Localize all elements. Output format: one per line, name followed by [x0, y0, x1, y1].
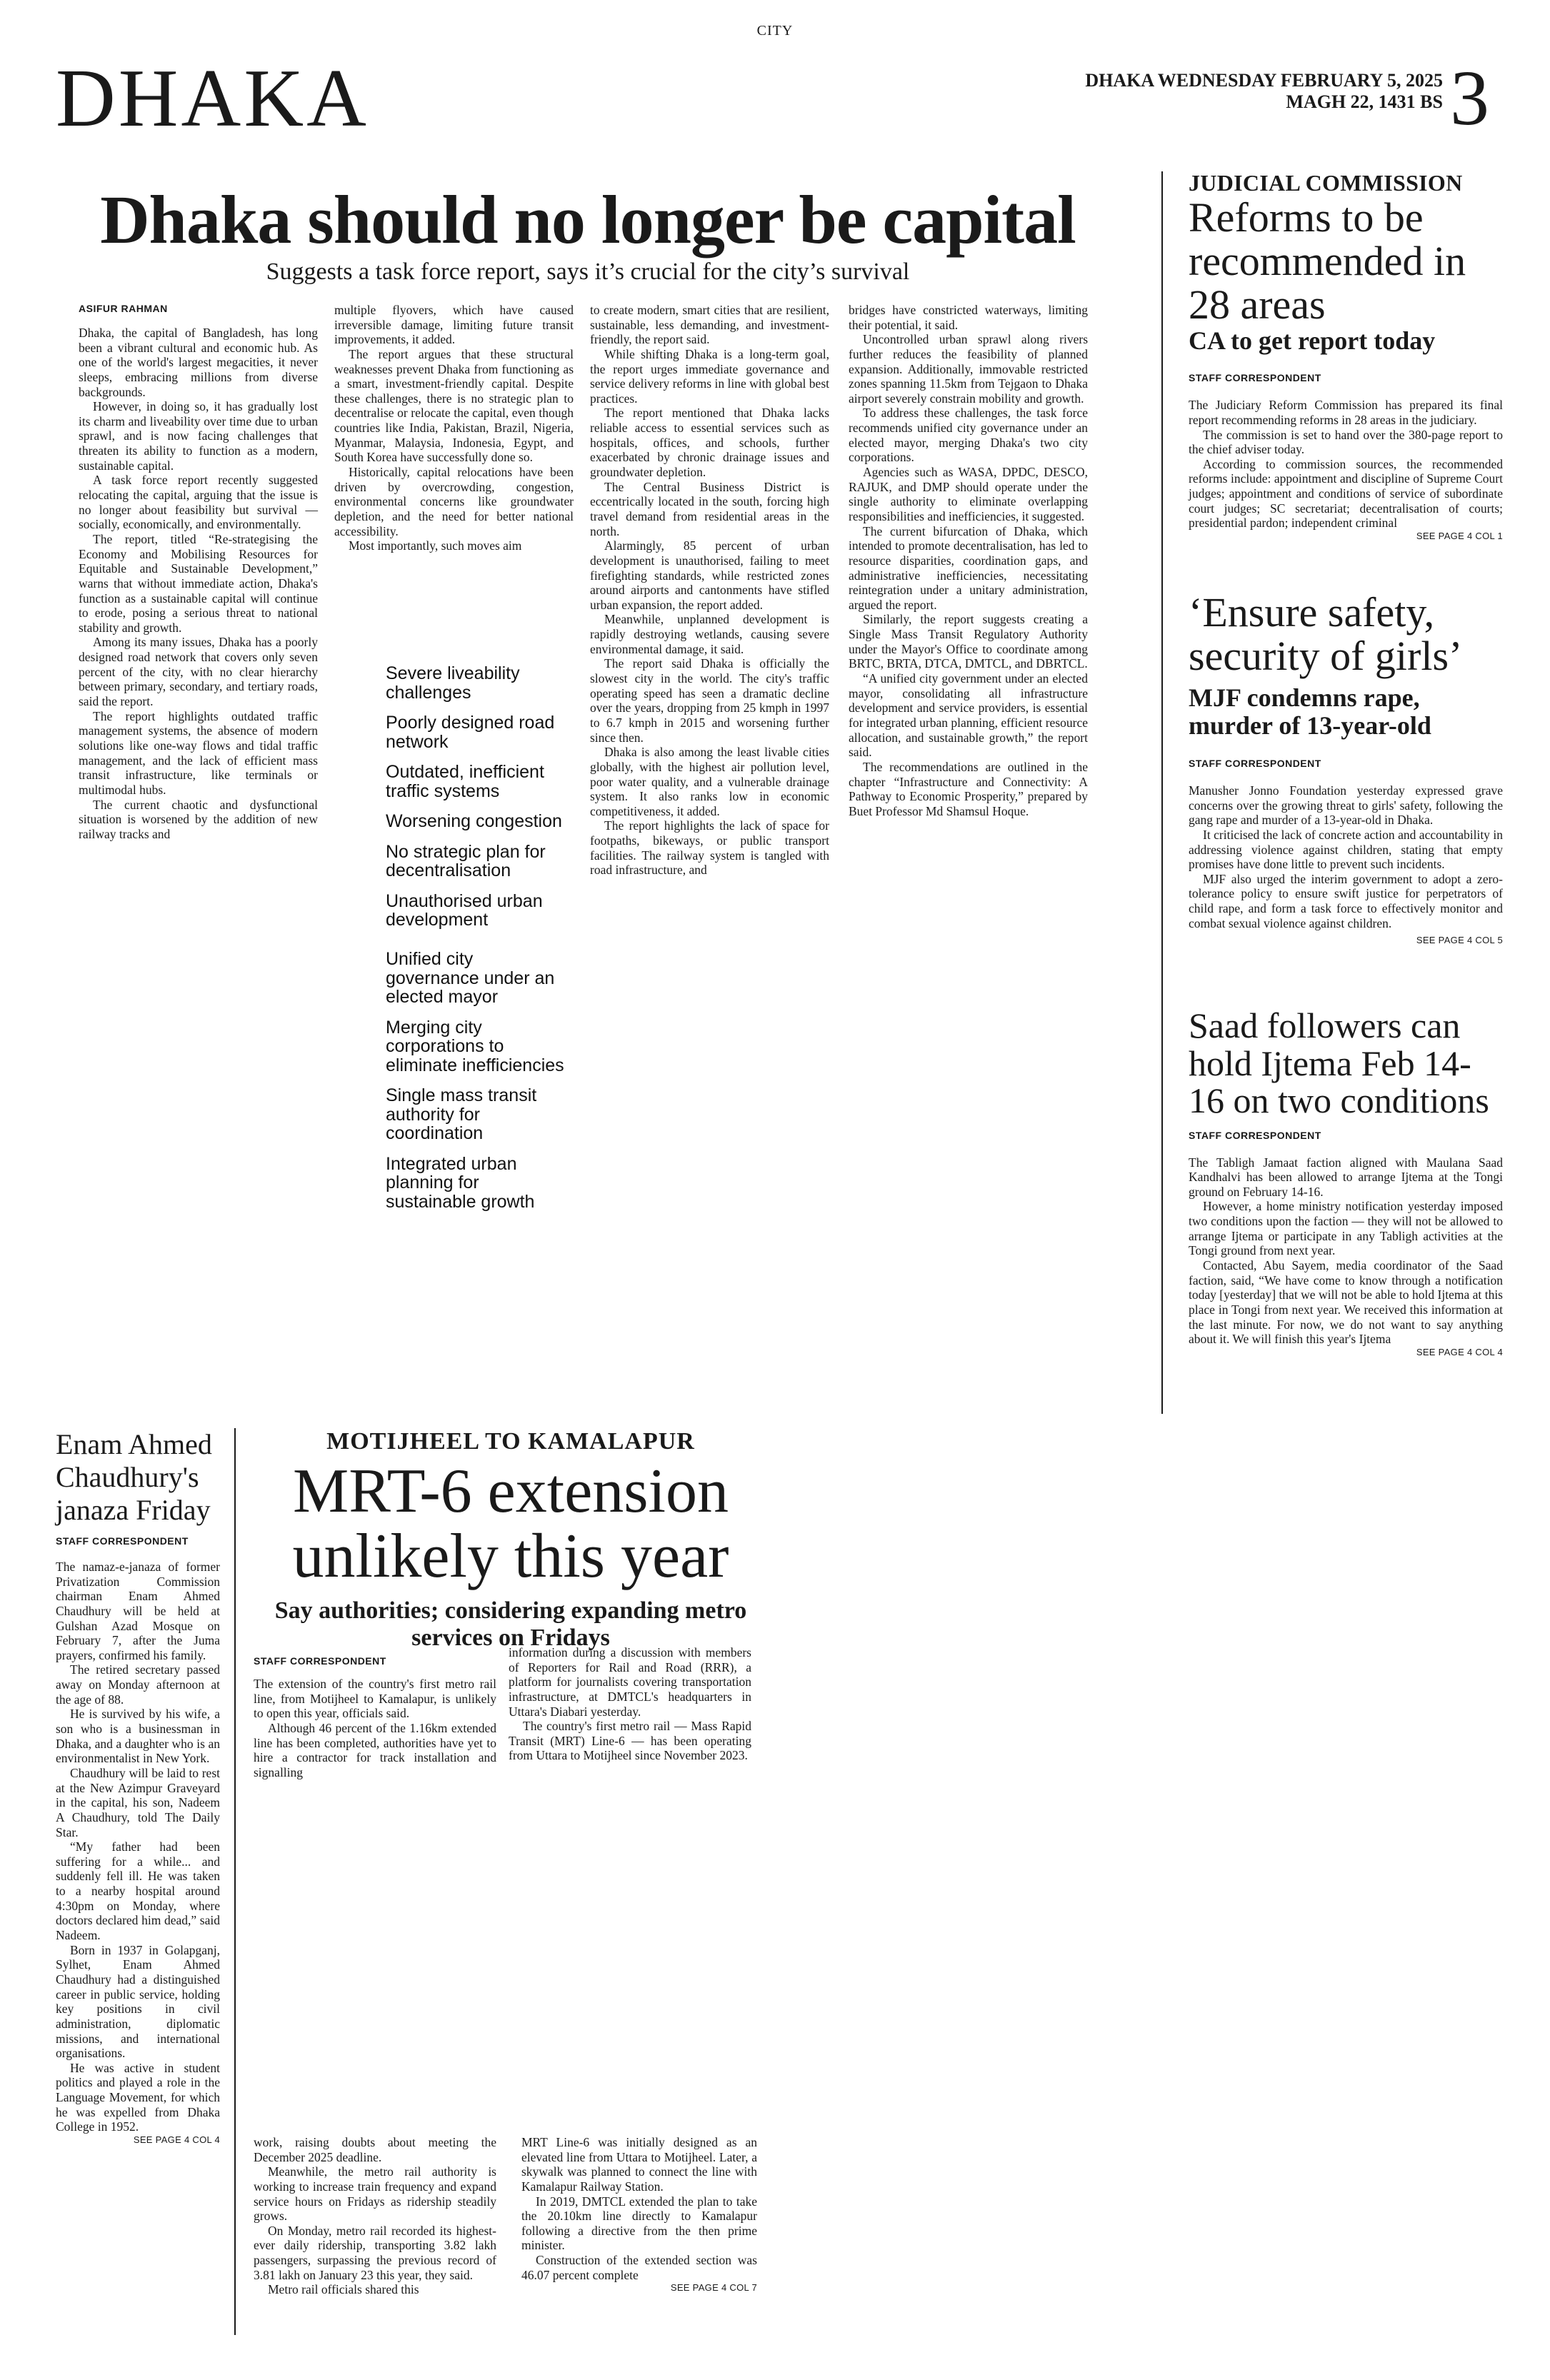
paragraph: The Tabligh Jamaat faction aligned with Maulana Saad Kandhalvi has been allowed to arrange Ijtema at the Tongi ground on February 14-16.	[1189, 1155, 1503, 1199]
solution-item: Unified city governance under an elected mayor	[386, 949, 555, 1007]
mrt-column-2-continued	[521, 2135, 757, 2294]
paragraph: The report highlights outdated traffic management systems, the absence of modern solutions like one-way flows and tidal traffic management, and the lack of efficient mass transit infrastructure, like terminals or multimodal hubs.	[79, 708, 318, 797]
column-divider	[234, 1428, 236, 2335]
paragraph: MRT Line-6 was initially designed as an elevated line from Uttara to Motijheel. Later, a skywalk was planned to connect the line with Kamalapur Railway Station.	[521, 2135, 757, 2194]
mrt-column-2	[509, 1645, 751, 1763]
paragraph: The report, titled “Re-strategising the Economy and Mobilising Resources for Equitable and Sustainable Development,” warns that without immediate action, Dhaka's function as a sustainable capital will continue to erode, posing a serious threat to national stability and growth.	[79, 531, 318, 635]
paragraph: The Judiciary Reform Commission has prepared its final report recommending reforms in 28 areas in the judiciary.	[1189, 398, 1503, 427]
obituary-body	[56, 1560, 220, 2134]
paragraph: The extension of the country's first metro rail line, from Motijheel to Kamalapur, is unlikely to open this year, officials said.	[254, 1677, 496, 1721]
blank-space	[254, 1807, 768, 2121]
paragraph: The report mentioned that Dhaka lacks reliable access to essential services such as hospitals, offices, and schools, further exacerbated by chronic drainage issues and groundwater depletion.	[590, 406, 829, 480]
mrt-story-top	[254, 1428, 768, 1652]
solution-item: Single mass transit authority for coordination	[386, 1085, 537, 1143]
problem-item: Poorly designed road network	[386, 713, 555, 752]
mrt-kicker: MOTIJHEEL TO KAMALAPUR	[326, 1428, 695, 1455]
problem-item: Severe liveability challenges	[386, 663, 520, 703]
obituary-jump: SEE PAGE 4 COL 4	[133, 2134, 220, 2145]
judicial-byline: STAFF CORRESPONDENT	[1189, 372, 1321, 384]
mrt-headline: MRT-6 extension unlikely this year	[292, 1457, 729, 1591]
paragraph: information during a discussion with members of Reporters for Rail and Road (RRR), a platform for journalists covering transportation infrastructure, at DMTCL's headquarters in Uttara's Diabari yesterday.	[509, 1645, 751, 1719]
obituary-story	[56, 1428, 220, 2145]
saad-body	[1189, 1155, 1503, 1347]
mjf-story	[1189, 591, 1503, 945]
lead-deck: Suggests a task force report, says it’s crucial for the city’s survival	[266, 258, 910, 285]
lead-headline: Dhaka should no longer be capital	[100, 181, 1076, 258]
judicial-story	[1189, 170, 1503, 541]
paragraph: “A unified city government under an elected mayor, consolidating all infrastructure development and service providers, is essential for integrated urban planning, efficient resource allocation, and sustainable growth,” the report said.	[849, 671, 1088, 760]
paragraph: The report highlights the lack of space for footpaths, bikeways, or public transport facilities. The railway system is tangled with road infrastructure, and	[590, 818, 829, 878]
paragraph: The Central Business District is eccentrically located in the south, forcing high travel demand from residential areas in the north.	[590, 479, 829, 538]
dateline	[1085, 70, 1443, 113]
paragraph: While shifting Dhaka is a long-term goal, the report urges immediate governance and service delivery reforms in line with global best practices.	[590, 346, 829, 406]
saad-byline: STAFF CORRESPONDENT	[1189, 1129, 1321, 1141]
paragraph: The recommendations are outlined in the chapter “Infrastructure and Connectivity: A Pathway to Economic Prosperity,” prepared by Buet Professor Md Shamsul Hoque.	[849, 759, 1088, 818]
lead-column-1	[79, 326, 318, 841]
lead-column-3	[590, 303, 829, 878]
lead-byline: ASIFUR RAHMAN	[79, 303, 168, 314]
mrt-column-1	[254, 1677, 496, 1779]
paragraph: Dhaka is also among the least livable cities globally, with the highest air pollution level, poor water quality, and a vulnerable drainage system. It also ranks low in economic competitiveness, it added.	[590, 745, 829, 818]
paragraph: Historically, capital relocations have been driven by overcrowding, congestion, environmental concerns like groundwater depletion, and the need for better national accessibility.	[334, 465, 574, 538]
solutions-list	[386, 950, 564, 1222]
paragraph: However, in doing so, it has gradually lost its charm and liveability over time due to urban sprawl, and is now facing challenges that threaten its ability to function as a modern, sustainable capital.	[79, 399, 318, 473]
mrt-deck: Say authorities; considering expanding metro services on Fridays	[274, 1597, 747, 1652]
paragraph: Alarmingly, 85 percent of urban development is unauthorised, failing to meet firefighting standards, while restricted zones around airports and cantonments have stifled urban expansion, the report added.	[590, 538, 829, 612]
paragraph: The current bifurcation of Dhaka, which intended to promote decentralisation, has led to resource disparities, coordination gaps, and administrative inefficiencies, necessitating reintegration under a unitary administration, argued the report.	[849, 523, 1088, 612]
section-label: CITY	[756, 23, 794, 39]
paragraph: The current chaotic and dysfunctional situation is worsened by the addition of new railway tracks and	[79, 797, 318, 841]
lead-column-4	[849, 303, 1088, 818]
column-divider	[1161, 171, 1163, 1414]
paragraph: However, a home ministry notification yesterday imposed two conditions upon the faction — they will not be allowed to arrange Ijtema or participate in any Tabligh activities at the Tongi ground from next year.	[1189, 1199, 1503, 1258]
paragraph: According to commission sources, the recommended reforms include: appointment and discipline of Supreme Court judges; appointment and conditions of service of subordinate court judges; SC secretariat; decentralisation of courts; presidential pardon; independent criminal	[1189, 456, 1503, 531]
judicial-jump: SEE PAGE 4 COL 1	[1416, 531, 1503, 542]
paragraph: The report argues that these structural weaknesses prevent Dhaka from functioning as a smart, investment-friendly capital. Despite these challenges, there is no strategic plan to decentralise or relocate the capital, even though countries like India, Pakistan, Brazil, Nigeria, Myanmar, Malaysia, Indonesia, Egypt, and South Korea have successfully done so.	[334, 346, 574, 465]
paragraph: bridges have constricted waterways, limiting their potential, it said.	[849, 303, 1088, 332]
paragraph: Agencies such as WASA, DPDC, DESCO, RAJUK, and DMP should operate under the single authority to eliminate overlapping responsibilities and inefficiencies, it suggested.	[849, 465, 1088, 523]
paragraph: It criticised the lack of concrete action and accountability in addressing violence against children, stating that empty promises have done little to prevent such incidents.	[1189, 827, 1503, 872]
paragraph: “My father had been suffering for a while... and suddenly fell ill. He was taken to a nearby hospital around 4:30pm on Monday, where doctors declared him dead,” said Nadeem.	[56, 1839, 220, 1943]
problem-item: No strategic plan for decentralisation	[386, 841, 546, 880]
mjf-byline: STAFF CORRESPONDENT	[1189, 757, 1321, 769]
paragraph: Similarly, the report suggests creating a Single Mass Transit Regulatory Authority under the Mayor's Office to coordinate among BRTC, BRTA, DTCA, DMTCL, and DBRTCL.	[849, 612, 1088, 671]
paragraph: Contacted, Abu Sayem, media coordinator of the Saad faction, said, “We have come to know through a notification today [yesterday] that we will not be able to hold Ijtema at this place in Tongi from next year. We received this information at the last minute. For now, we do not want to say anything about it. We will finish this year's Ijtema	[1189, 1257, 1503, 1347]
obituary-byline: STAFF CORRESPONDENT	[56, 1535, 189, 1547]
paragraph: Meanwhile, the metro rail authority is working to increase train frequency and expand service hours on Fridays as ridership steadily grows.	[254, 2164, 496, 2224]
paragraph: To address these challenges, the task force recommends unified city governance under an elected mayor, merging Dhaka's two city corporations.	[849, 406, 1088, 465]
paragraph: to create modern, smart cities that are resilient, sustainable, less demanding, and investment-friendly, the report said.	[590, 303, 829, 347]
paragraph: The commission is set to hand over the 380-page report to the chief adviser today.	[1189, 427, 1503, 457]
paragraph: Metro rail officials shared this	[268, 2282, 419, 2297]
saad-jump: SEE PAGE 4 COL 4	[1416, 1346, 1503, 1357]
judicial-body	[1189, 398, 1503, 531]
paragraph: MJF also urged the interim government to adopt a zero-tolerance policy to ensure swift justice for perpetrators of child rape, and form a task force to effectively monitor and combat sexual violence against children.	[1189, 871, 1503, 930]
problem-item: Unauthorised urban development	[386, 890, 543, 930]
mrt-byline: STAFF CORRESPONDENT	[254, 1655, 386, 1667]
judicial-subhead: CA to get report today	[1189, 326, 1436, 355]
paragraph: multiple flyovers, which have caused irreversible damage, limiting future transit improvements, it added.	[334, 303, 574, 347]
bangla-date-line: MAGH 22, 1431 BS	[1286, 91, 1443, 112]
date-line: DHAKA WEDNESDAY FEBRUARY 5, 2025	[1085, 70, 1443, 91]
saad-headline: Saad followers can hold Ijtema Feb 14-16 on two conditions	[1189, 1005, 1489, 1120]
saad-story	[1189, 1007, 1503, 1357]
page-number: 3	[1450, 54, 1489, 141]
paragraph: The country's first metro rail — Mass Rapid Transit (MRT) Line-6 — has been operating from Uttara to Motijheel since November 2023.	[509, 1719, 751, 1763]
paragraph: He was active in student politics and played a role in the Language Movement, for which he was expelled from Dhaka College in 1952.	[56, 2060, 220, 2134]
lead-column-2	[334, 303, 574, 553]
paragraph: The retired secretary passed away on Monday afternoon at the age of 88.	[56, 1662, 220, 1707]
problems-list	[386, 664, 564, 941]
paragraph: work, raising doubts about meeting the December 2025 deadline.	[254, 2135, 496, 2164]
paragraph: Chaudhury will be laid to rest at the New Azimpur Graveyard in the capital, his son, Nadeem A Chaudhury, told The Daily Star.	[56, 1765, 220, 1839]
mrt-column-1-continued	[254, 2135, 496, 2297]
paragraph: Construction of the extended section was 46.07 percent complete	[521, 2253, 757, 2282]
mjf-jump: SEE PAGE 4 COL 5	[1416, 935, 1503, 946]
solution-item: Integrated urban planning for sustainable growth	[386, 1153, 535, 1212]
mjf-subhead: MJF condemns rape, murder of 13-year-old	[1189, 683, 1431, 740]
mrt-jump: SEE PAGE 4 COL 7	[670, 2282, 757, 2294]
paragraph: In 2019, DMTCL extended the plan to take the 20.10km line directly to Kamalapur following a directive from the then prime minister.	[521, 2194, 757, 2253]
paragraph: Uncontrolled urban sprawl along rivers further reduces the feasibility of planned expansion. Additionally, immovable restricted zones spanning 11.5km from Tejgaon to Dhaka airport severely constrain mobility and growth.	[849, 332, 1088, 406]
paragraph: Most importantly, such moves aim	[349, 538, 522, 553]
paragraph: A task force report recently suggested relocating the capital, arguing that the issue is no longer about feasibility but survival — socially, economically, and environmentally.	[79, 473, 318, 532]
paragraph: On Monday, metro rail recorded its highest-ever daily ridership, transporting 3.82 lakh passengers, surpassing the previous record of 3.81 lakh on January 23 this year, they said.	[254, 2223, 496, 2282]
paragraph: Meanwhile, unplanned development is rapidly destroying wetlands, causing severe environmental damage, it said.	[590, 612, 829, 656]
paragraph: Dhaka, the capital of Bangladesh, has long been a vibrant cultural and economic hub. As one of the world's largest megacities, it never sleeps, embracing millions from diverse backgrounds.	[79, 326, 318, 399]
paragraph: Among its many issues, Dhaka has a poorly designed road network that covers only seven percent of the city, with no clear hierarchy between primary, secondary, and tertiary roads, said the report.	[79, 635, 318, 709]
paragraph: Born in 1937 in Golapganj, Sylhet, Enam Ahmed Chaudhury had a distinguished career in public service, holding key positions in civil administration, diplomatic missions, and international organisations.	[56, 1942, 220, 2061]
mjf-body	[1189, 783, 1503, 930]
masthead: DHAKA	[56, 53, 369, 144]
paragraph: The report said Dhaka is officially the slowest city in the world. The city's traffic operating speed has seen a dramatic decline over the years, dropping from 25 kmph in 1997 to 6.7 kmph in 2015 and worsening further since then.	[590, 656, 829, 745]
mjf-headline: ‘Ensure safety, security of girls’	[1189, 589, 1463, 679]
judicial-headline: Reforms to be recommended in 28 areas	[1189, 194, 1466, 328]
paragraph: Although 46 percent of the 1.16km extended line has been completed, authorities have yet to hire a contractor for track installation and signalling	[254, 1720, 496, 1779]
judicial-kicker: JUDICIAL COMMISSION	[1189, 170, 1463, 196]
paragraph: Manusher Jonno Foundation yesterday expressed grave concerns over the growing threat to girls' safety, following the gang rape and murder of a 13-year-old in Dhaka.	[1189, 783, 1503, 828]
problem-item: Outdated, inefficient traffic systems	[386, 762, 544, 801]
paragraph: The namaz-e-janaza of former Privatization Commission chairman Enam Ahmed Chaudhury will be held at Gulshan Azad Mosque on February 7, after the Juma prayers, confirmed his family.	[56, 1560, 220, 1662]
problem-item: Worsening congestion	[386, 811, 562, 831]
paragraph: He is survived by his wife, a son who is a businessman in Dhaka, and a daughter who is an environmentalist in New York.	[56, 1707, 220, 1766]
solution-item: Merging city corporations to eliminate inefficiencies	[386, 1017, 564, 1075]
obituary-headline: Enam Ahmed Chaudhury's janaza Friday	[56, 1428, 212, 1526]
